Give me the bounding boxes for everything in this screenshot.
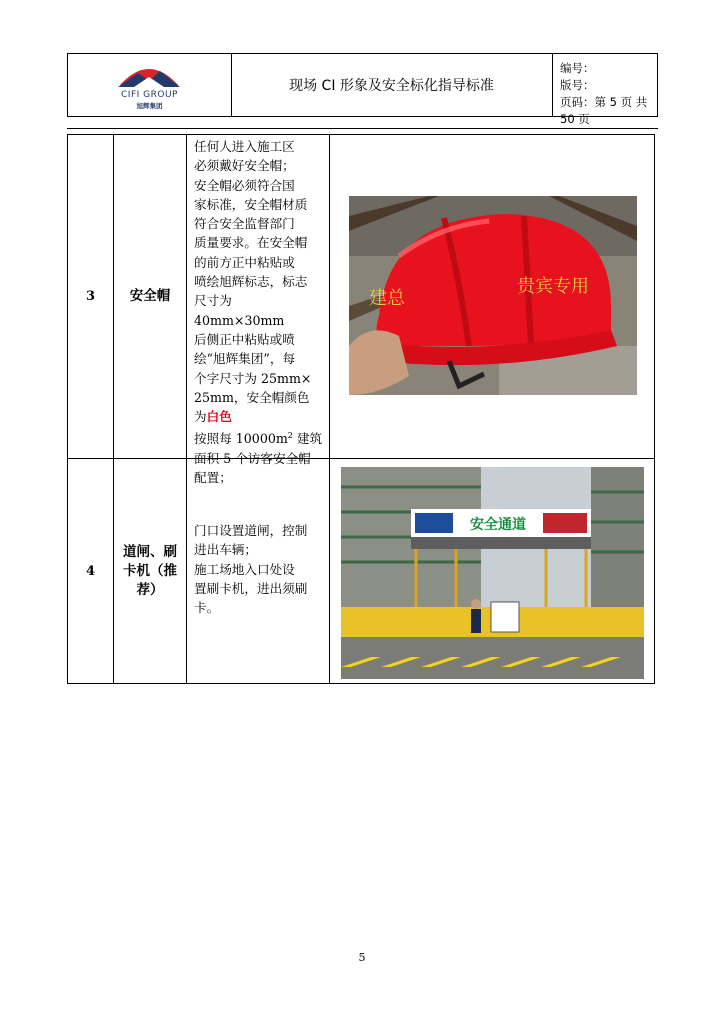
desc-line: 的前方正中粘贴或 [194,254,295,270]
helmet-text-right: 贵宾专用 [517,276,589,297]
desc-text: 按照每 10000m [194,431,288,447]
desc-line: 必须戴好安全帽； [194,158,295,174]
table-row [68,135,654,486]
desc-line: 置刷卡机，进出须刷 [194,580,308,596]
item-description [187,135,330,486]
gate-icon [341,467,644,679]
image-cell [330,459,654,683]
page-label: 页码：第 5 页 共 50 页 [560,95,648,126]
desc-line: 安全帽必须符合国 [194,177,295,193]
desc-line [194,426,323,448]
standards-table [67,134,655,684]
page-number: 5 [358,951,366,964]
desc-line: 进出车辆； [194,542,257,558]
table-row [68,459,654,683]
superscript: 2 [287,431,293,441]
row-number: 3 [68,135,114,458]
code-label: 编号： [560,61,595,75]
desc-line: 喷绘旭辉标志，标志 [194,274,308,290]
logo-cell [68,54,232,116]
desc-line: 家标准，安全帽材质 [194,196,308,212]
desc-line: 质量要求。在安全帽 [194,235,308,251]
desc-line: 卡。 [194,600,220,616]
item-name: 道闸、刷卡机（推荐） [114,459,187,683]
version-label: 版号： [560,78,595,92]
desc-line: 个字尺寸为 25mm× [194,370,312,386]
logo-english: CIFI GROUP [121,90,178,100]
image-cell [330,135,654,458]
desc-line: 后侧正中粘贴或喷 [194,331,295,347]
document-meta [560,60,657,128]
page-header [67,53,658,126]
desc-line: 绘“旭辉集团”，每 [194,351,296,367]
item-name: 安全帽 [114,135,187,458]
desc-text: 建筑 [292,431,323,447]
desc-line: 尺寸为 40mm×30mm [194,293,285,328]
desc-line: 施工场地入口处设 [194,561,295,577]
desc-text: 为 [194,409,207,425]
gate-photo [341,467,644,679]
header-divider [67,128,658,129]
cifi-logo-icon [116,59,182,91]
helmet-color-text: 白色 [206,409,232,425]
helmet-icon [349,196,637,395]
desc-line: 门口设置道闸，控制 [194,523,308,538]
desc-line-color [194,407,323,426]
desc-line: 任何人进入施工区 [194,139,295,154]
desc-line: 面积 5 个访客安全帽 [194,450,311,466]
desc-line: 25mm，安全帽颜色 [194,389,310,405]
logo-chinese: 旭辉集团 [136,102,163,110]
document-title: 现场 CI 形象及安全标化指导标准 [231,54,553,116]
desc-line: 符合安全监督部门 [194,216,295,232]
row-number: 4 [68,459,114,683]
desc-line: 配置； [194,470,232,486]
helmet-text-left: 建总 [369,288,405,309]
gate-banner: 安全通道 [470,517,526,533]
helmet-photo [349,196,637,395]
item-description [187,459,330,683]
